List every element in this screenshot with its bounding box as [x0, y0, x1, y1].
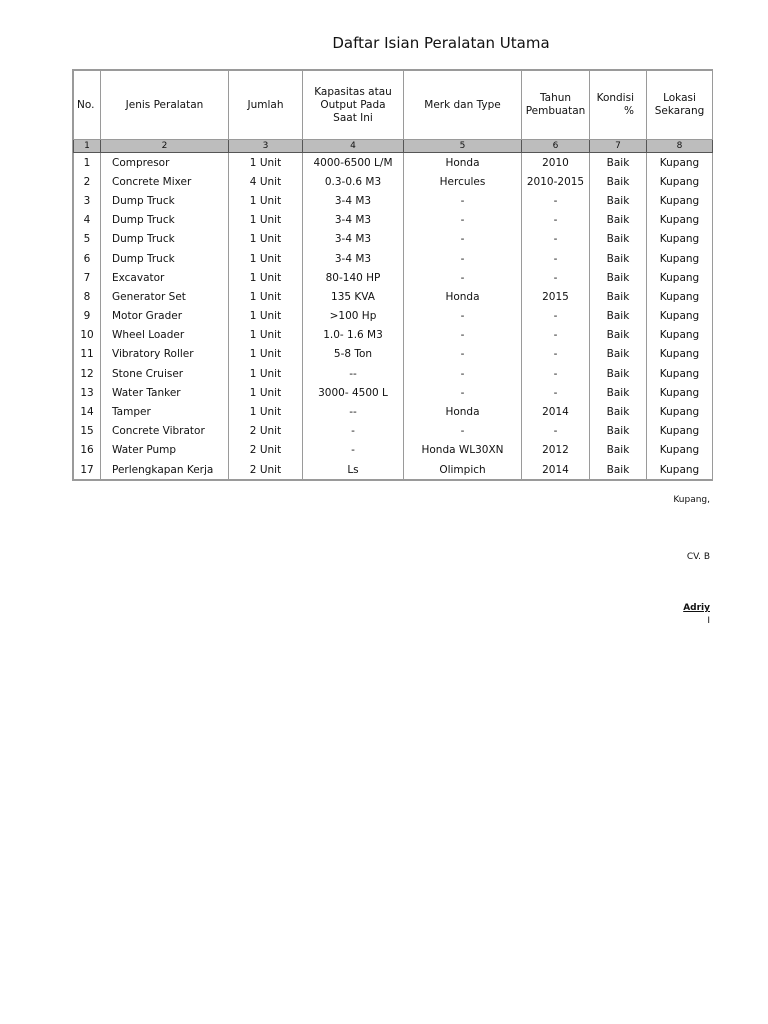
table-body — [74, 153, 713, 480]
table-row — [74, 383, 713, 402]
table-row — [74, 287, 713, 306]
col-header-merk: Merk dan Type — [404, 71, 522, 140]
table-row — [74, 230, 713, 249]
cell-jumlah: 1 Unit — [229, 287, 303, 306]
table-row — [74, 268, 713, 287]
cell-no: 13 — [74, 383, 101, 402]
cell-kapasitas: 80-140 HP — [303, 268, 404, 287]
cell-no: 16 — [74, 441, 101, 460]
cell-jenis: Motor Grader — [101, 307, 229, 326]
cell-lokasi: Kupang — [647, 383, 713, 402]
cell-lokasi: Kupang — [647, 172, 713, 191]
cell-lokasi: Kupang — [647, 441, 713, 460]
cell-no: 12 — [74, 364, 101, 383]
cell-jumlah: 1 Unit — [229, 230, 303, 249]
cell-no: 2 — [74, 172, 101, 191]
cell-tahun: - — [522, 422, 590, 441]
cell-jenis: Stone Cruiser — [101, 364, 229, 383]
cell-merk: - — [404, 249, 522, 268]
cell-tahun: 2010 — [522, 153, 590, 173]
signature-company: CV. B — [686, 552, 710, 562]
cell-no: 1 — [74, 153, 101, 173]
col-header-no: No. — [74, 71, 101, 140]
cell-kondisi: Baik — [590, 383, 647, 402]
cell-merk: Honda — [404, 402, 522, 421]
cell-merk: Honda — [404, 153, 522, 173]
cell-tahun: 2014 — [522, 402, 590, 421]
cell-no: 15 — [74, 422, 101, 441]
table-row — [74, 153, 713, 173]
cell-tahun: 2014 — [522, 460, 590, 480]
cell-kapasitas: - — [303, 422, 404, 441]
cell-lokasi: Kupang — [647, 460, 713, 480]
cell-kapasitas: 0.3-0.6 M3 — [303, 172, 404, 191]
cell-kapasitas: 3000- 4500 L — [303, 383, 404, 402]
cell-jenis: Dump Truck — [101, 191, 229, 210]
cell-kondisi: Baik — [590, 326, 647, 345]
cell-jumlah: 1 Unit — [229, 307, 303, 326]
cell-merk: Olimpich — [404, 460, 522, 480]
cell-lokasi: Kupang — [647, 307, 713, 326]
cell-kapasitas: - — [303, 441, 404, 460]
cell-lokasi: Kupang — [647, 191, 713, 210]
cell-jenis: Tamper — [101, 402, 229, 421]
cell-no: 6 — [74, 249, 101, 268]
cell-kapasitas: 3-4 M3 — [303, 191, 404, 210]
cell-no: 10 — [74, 326, 101, 345]
cell-kondisi: Baik — [590, 191, 647, 210]
cell-jenis: Dump Truck — [101, 211, 229, 230]
table-row — [74, 441, 713, 460]
cell-jenis: Water Pump — [101, 441, 229, 460]
cell-kapasitas: 135 KVA — [303, 287, 404, 306]
table-row — [74, 345, 713, 364]
column-number: 5 — [404, 140, 522, 153]
column-number: 4 — [303, 140, 404, 153]
cell-jumlah: 4 Unit — [229, 172, 303, 191]
cell-jumlah: 2 Unit — [229, 441, 303, 460]
cell-merk: Honda WL30XN — [404, 441, 522, 460]
cell-no: 9 — [74, 307, 101, 326]
cell-no: 14 — [74, 402, 101, 421]
equipment-table — [73, 70, 713, 480]
table-row — [74, 191, 713, 210]
cell-jenis: Water Tanker — [101, 383, 229, 402]
cell-kondisi: Baik — [590, 422, 647, 441]
cell-kondisi: Baik — [590, 287, 647, 306]
cell-jumlah: 1 Unit — [229, 326, 303, 345]
col-header-kapasitas: Kapasitas atau Output Pada Saat Ini — [303, 71, 404, 140]
cell-kapasitas: 3-4 M3 — [303, 211, 404, 230]
signature-city: Kupang, — [673, 495, 710, 505]
cell-kondisi: Baik — [590, 249, 647, 268]
cell-merk: - — [404, 383, 522, 402]
cell-lokasi: Kupang — [647, 422, 713, 441]
cell-jumlah: 1 Unit — [229, 345, 303, 364]
cell-jumlah: 1 Unit — [229, 383, 303, 402]
cell-no: 11 — [74, 345, 101, 364]
cell-jenis: Concrete Mixer — [101, 172, 229, 191]
column-number: 7 — [590, 140, 647, 153]
cell-kondisi: Baik — [590, 441, 647, 460]
cell-kondisi: Baik — [590, 211, 647, 230]
cell-jumlah: 1 Unit — [229, 191, 303, 210]
cell-no: 17 — [74, 460, 101, 480]
cell-kondisi: Baik — [590, 268, 647, 287]
cell-jumlah: 2 Unit — [229, 460, 303, 480]
cell-jumlah: 1 Unit — [229, 211, 303, 230]
cell-tahun: - — [522, 383, 590, 402]
cell-jumlah: 1 Unit — [229, 402, 303, 421]
cell-tahun: - — [522, 326, 590, 345]
col-header-kondisi: Kondisi % — [590, 71, 647, 140]
cell-jumlah: 2 Unit — [229, 422, 303, 441]
cell-merk: - — [404, 211, 522, 230]
cell-kondisi: Baik — [590, 307, 647, 326]
table-row — [74, 249, 713, 268]
cell-merk: - — [404, 191, 522, 210]
cell-kapasitas: -- — [303, 402, 404, 421]
cell-tahun: 2015 — [522, 287, 590, 306]
cell-jumlah: 1 Unit — [229, 268, 303, 287]
cell-no: 8 — [74, 287, 101, 306]
cell-merk: - — [404, 345, 522, 364]
cell-tahun: 2010-2015 — [522, 172, 590, 191]
cell-jenis: Compresor — [101, 153, 229, 173]
cell-merk: - — [404, 307, 522, 326]
cell-merk: - — [404, 268, 522, 287]
table-row — [74, 364, 713, 383]
column-number: 1 — [74, 140, 101, 153]
cell-kondisi: Baik — [590, 172, 647, 191]
cell-jenis: Excavator — [101, 268, 229, 287]
col-header-jenis: Jenis Peralatan — [101, 71, 229, 140]
cell-jenis: Dump Truck — [101, 230, 229, 249]
cell-no: 3 — [74, 191, 101, 210]
cell-tahun: - — [522, 364, 590, 383]
cell-lokasi: Kupang — [647, 249, 713, 268]
column-number: 8 — [647, 140, 713, 153]
cell-kondisi: Baik — [590, 230, 647, 249]
cell-no: 7 — [74, 268, 101, 287]
cell-kapasitas: 4000-6500 L/M — [303, 153, 404, 173]
cell-tahun: - — [522, 230, 590, 249]
cell-kapasitas: -- — [303, 364, 404, 383]
cell-jumlah: 1 Unit — [229, 153, 303, 173]
cell-lokasi: Kupang — [647, 230, 713, 249]
cell-lokasi: Kupang — [647, 326, 713, 345]
signature-name: Adriy — [683, 603, 710, 613]
cell-lokasi: Kupang — [647, 345, 713, 364]
table-header-row — [74, 71, 713, 140]
cell-jenis: Vibratory Roller — [101, 345, 229, 364]
cell-tahun: - — [522, 307, 590, 326]
equipment-table-frame — [72, 69, 713, 481]
cell-no: 4 — [74, 211, 101, 230]
cell-lokasi: Kupang — [647, 287, 713, 306]
cell-tahun: - — [522, 268, 590, 287]
column-number-row — [74, 140, 713, 153]
signature-mark: I — [707, 616, 710, 626]
cell-merk: - — [404, 230, 522, 249]
table-row — [74, 307, 713, 326]
column-number: 2 — [101, 140, 229, 153]
cell-kondisi: Baik — [590, 460, 647, 480]
cell-tahun: - — [522, 249, 590, 268]
cell-kapasitas: 1.0- 1.6 M3 — [303, 326, 404, 345]
cell-kapasitas: Ls — [303, 460, 404, 480]
column-number: 6 — [522, 140, 590, 153]
table-row — [74, 326, 713, 345]
col-header-jumlah: Jumlah — [229, 71, 303, 140]
cell-kapasitas: >100 Hp — [303, 307, 404, 326]
cell-jenis: Dump Truck — [101, 249, 229, 268]
cell-jumlah: 1 Unit — [229, 249, 303, 268]
cell-tahun: 2012 — [522, 441, 590, 460]
cell-kondisi: Baik — [590, 345, 647, 364]
cell-jumlah: 1 Unit — [229, 364, 303, 383]
cell-kondisi: Baik — [590, 402, 647, 421]
cell-jenis: Generator Set — [101, 287, 229, 306]
column-number: 3 — [229, 140, 303, 153]
cell-kondisi: Baik — [590, 364, 647, 383]
cell-kapasitas: 3-4 M3 — [303, 249, 404, 268]
cell-merk: Honda — [404, 287, 522, 306]
table-row — [74, 460, 713, 480]
cell-lokasi: Kupang — [647, 153, 713, 173]
cell-tahun: - — [522, 345, 590, 364]
cell-lokasi: Kupang — [647, 268, 713, 287]
cell-kapasitas: 3-4 M3 — [303, 230, 404, 249]
table-row — [74, 211, 713, 230]
page-title: Daftar Isian Peralatan Utama — [332, 34, 550, 52]
cell-no: 5 — [74, 230, 101, 249]
cell-merk: - — [404, 364, 522, 383]
cell-kondisi: Baik — [590, 153, 647, 173]
cell-kapasitas: 5-8 Ton — [303, 345, 404, 364]
cell-jenis: Wheel Loader — [101, 326, 229, 345]
cell-merk: - — [404, 422, 522, 441]
cell-jenis: Perlengkapan Kerja — [101, 460, 229, 480]
cell-tahun: - — [522, 191, 590, 210]
cell-lokasi: Kupang — [647, 211, 713, 230]
cell-jenis: Concrete Vibrator — [101, 422, 229, 441]
cell-merk: - — [404, 326, 522, 345]
cell-merk: Hercules — [404, 172, 522, 191]
col-header-lokasi: Lokasi Sekarang — [647, 71, 713, 140]
cell-tahun: - — [522, 211, 590, 230]
table-row — [74, 402, 713, 421]
cell-lokasi: Kupang — [647, 402, 713, 421]
table-row — [74, 422, 713, 441]
cell-lokasi: Kupang — [647, 364, 713, 383]
col-header-tahun: Tahun Pembuatan — [522, 71, 590, 140]
table-row — [74, 172, 713, 191]
